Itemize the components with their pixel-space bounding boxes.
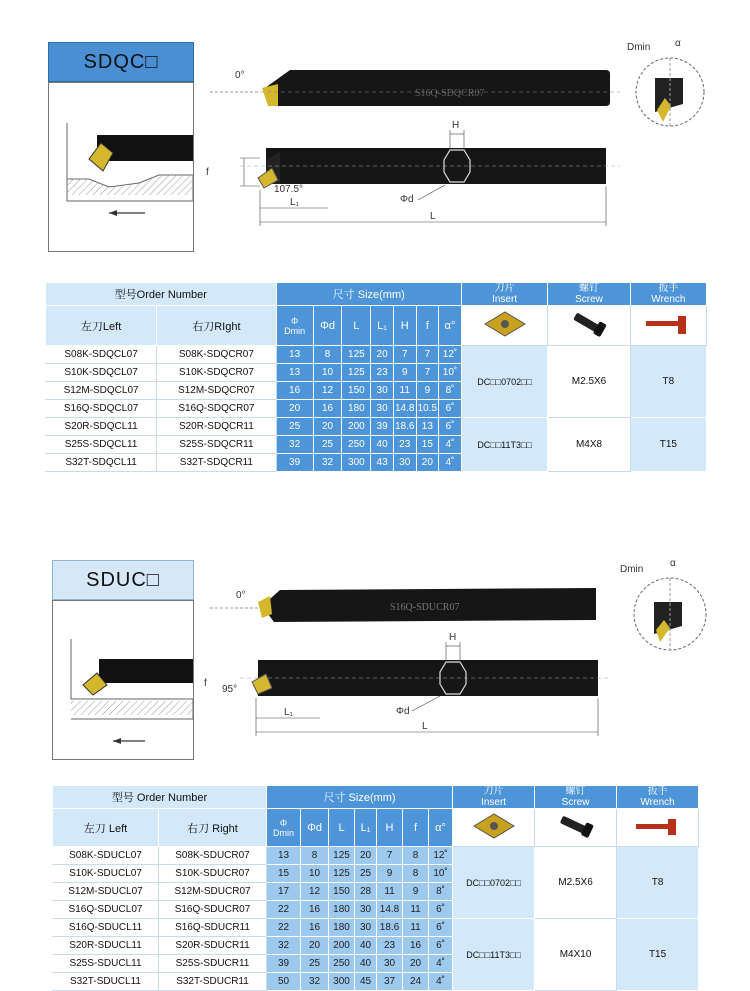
left-model-cell: S32T-SDUCL11 (53, 973, 159, 991)
size-cell: 37 (377, 973, 403, 991)
size-cell: 13 (267, 847, 301, 865)
size-cell: 30 (355, 901, 377, 919)
size-cell: 32 (276, 436, 313, 454)
right-model-cell: S16Q-SDUCR11 (159, 919, 267, 937)
size-cell: 7 (416, 364, 439, 382)
left-model-cell: S32T-SDQCL11 (46, 454, 157, 472)
wrench-cell: T8 (630, 346, 706, 418)
l1-dim-label: L₁ (290, 197, 299, 208)
size-cell: 20 (276, 400, 313, 418)
size-cell: 12 (301, 883, 329, 901)
size-cell: 40 (355, 937, 377, 955)
screw-image (535, 809, 617, 847)
insert-header-cn: 刀片 (483, 786, 504, 797)
table-row (53, 919, 699, 937)
size-cell: 20 (301, 937, 329, 955)
size-cell: 13 (276, 346, 313, 364)
size-cell: 250 (329, 955, 355, 973)
size-cell: 16 (301, 901, 329, 919)
left-model-cell: S20R-SDUCL11 (53, 937, 159, 955)
size-cell: 8˚ (429, 883, 453, 901)
size-cell: 150 (329, 883, 355, 901)
size-cell: 14.8 (377, 901, 403, 919)
size-cell: 12˚ (439, 346, 462, 364)
d-dim-label: Φd (396, 706, 410, 717)
insert-cell: DC□□0702□□ (453, 847, 535, 919)
size-cell: 200 (329, 937, 355, 955)
alpha-label: α (670, 558, 676, 569)
detail-view (625, 38, 715, 138)
left-model-cell: S08K-SDQCL07 (46, 346, 157, 364)
size-cell: 4˚ (439, 436, 462, 454)
size-cell: 12 (313, 382, 342, 400)
size-cell: 6˚ (429, 901, 453, 919)
size-cell: 4˚ (439, 454, 462, 472)
sduc-section (0, 520, 750, 987)
size-cell: 25 (301, 955, 329, 973)
right-model-cell: S32T-SDUCR11 (159, 973, 267, 991)
table-row (53, 847, 699, 865)
table-row (46, 418, 707, 436)
size-cell: 23 (377, 937, 403, 955)
size-cell: 22 (267, 919, 301, 937)
top-angle-label: 0° (236, 590, 246, 601)
size-cell: 18.6 (393, 418, 416, 436)
insert-header (453, 786, 535, 809)
right-header: 右刀RIght (157, 306, 276, 346)
col-dmin: Φ Dmin (267, 809, 301, 847)
size-cell: 39 (267, 955, 301, 973)
size-cell: 30 (371, 382, 394, 400)
screw-cell: M4X10 (535, 919, 617, 991)
col-dmin: Φ Dmin (276, 306, 313, 346)
size-cell: 6˚ (439, 418, 462, 436)
size-cell: 16 (403, 937, 429, 955)
size-cell: 50 (267, 973, 301, 991)
size-cell: 16 (301, 919, 329, 937)
screw-cell: M4X8 (548, 418, 630, 472)
wrench-header-cn: 扳手 (658, 283, 679, 294)
dmin-label: Dmin (627, 42, 651, 53)
wrench-header-en: Wrench (651, 294, 686, 305)
order-number-header: 型号Order Number (46, 283, 277, 306)
col-alpha: α° (429, 809, 453, 847)
size-cell: 22 (267, 901, 301, 919)
screw-icon (573, 313, 607, 338)
order-number-header: 型号 Order Number (53, 786, 267, 809)
size-cell: 16 (276, 382, 313, 400)
insert-image (461, 306, 547, 346)
insert-cell: DC□□11T3□□ (461, 418, 547, 472)
table-row (46, 346, 707, 364)
size-cell: 45 (355, 973, 377, 991)
size-cell: 17 (267, 883, 301, 901)
left-model-cell: S08K-SDUCL07 (53, 847, 159, 865)
size-cell: 25 (276, 418, 313, 436)
size-cell: 32 (301, 973, 329, 991)
right-model-cell: S20R-SDQCR11 (157, 418, 276, 436)
size-cell: 8 (301, 847, 329, 865)
size-cell: 20 (355, 847, 377, 865)
size-cell: 8 (403, 865, 429, 883)
boring-sketch (52, 600, 194, 760)
insert-cell: DC□□0702□□ (461, 346, 547, 418)
wrench-header (617, 786, 699, 809)
size-cell: 14.8 (393, 400, 416, 418)
insert-header-en: Insert (481, 797, 507, 808)
size-cell: 30 (377, 955, 403, 973)
size-cell: 11 (403, 919, 429, 937)
size-cell: 39 (276, 454, 313, 472)
l1-dim-label: L₁ (284, 707, 293, 718)
col-l1: L₁ (371, 306, 394, 346)
dmin-label: Dmin (620, 564, 644, 575)
wrench-cell: T15 (617, 919, 699, 991)
size-cell: 30 (371, 400, 394, 418)
size-cell: 180 (329, 901, 355, 919)
size-cell: 180 (329, 919, 355, 937)
size-cell: 20 (416, 454, 439, 472)
spec-table (45, 282, 707, 472)
right-model-cell: S08K-SDQCR07 (157, 346, 276, 364)
right-model-cell: S16Q-SDQCR07 (157, 400, 276, 418)
col-h: H (393, 306, 416, 346)
size-cell: 24 (403, 973, 429, 991)
col-l: L (342, 306, 371, 346)
size-cell: 250 (342, 436, 371, 454)
size-cell: 180 (342, 400, 371, 418)
size-cell: 18.6 (377, 919, 403, 937)
size-cell: 10˚ (429, 865, 453, 883)
col-l1: L₁ (355, 809, 377, 847)
right-model-cell: S08K-SDUCR07 (159, 847, 267, 865)
h-dim-label: H (452, 120, 460, 131)
tool-marking: S16Q-SDUCR07 (390, 602, 460, 613)
screw-image (548, 306, 630, 346)
size-cell: 8 (403, 847, 429, 865)
right-model-cell: S10K-SDQCR07 (157, 364, 276, 382)
col-alpha: α° (439, 306, 462, 346)
size-cell: 20 (371, 346, 394, 364)
right-model-cell: S10K-SDUCR07 (159, 865, 267, 883)
size-cell: 25 (313, 436, 342, 454)
col-f: f (403, 809, 429, 847)
right-model-cell: S25S-SDQCR11 (157, 436, 276, 454)
size-cell: 32 (313, 454, 342, 472)
section-title: SDQC□ (48, 42, 194, 82)
size-cell: 4˚ (429, 955, 453, 973)
size-cell: 7 (393, 346, 416, 364)
left-header: 左刀 Left (53, 809, 159, 847)
size-cell: 9 (393, 364, 416, 382)
size-cell: 43 (371, 454, 394, 472)
wrench-icon (646, 316, 686, 334)
screw-header-en: Screw (575, 294, 603, 305)
col-d: Φd (313, 306, 342, 346)
size-cell: 25 (355, 865, 377, 883)
tool-marking: S16Q-SDQCR07 (415, 88, 485, 99)
left-model-cell: S25S-SDUCL11 (53, 955, 159, 973)
left-model-cell: S16Q-SDQCL07 (46, 400, 157, 418)
size-cell: 8˚ (439, 382, 462, 400)
size-cell: 39 (371, 418, 394, 436)
size-cell: 8 (313, 346, 342, 364)
size-cell: 6˚ (429, 937, 453, 955)
wrench-image (630, 306, 706, 346)
detail-view (620, 558, 720, 658)
size-cell: 12˚ (429, 847, 453, 865)
size-cell: 9 (377, 865, 403, 883)
size-cell: 32 (267, 937, 301, 955)
left-header: 左刀Left (46, 306, 157, 346)
wrench-header-en: Wrench (640, 797, 675, 808)
size-cell: 125 (329, 847, 355, 865)
spec-table (52, 785, 699, 991)
screw-header (535, 786, 617, 809)
size-cell: 150 (342, 382, 371, 400)
screw-cell: M2.5X6 (535, 847, 617, 919)
f-dim-label: f (204, 678, 207, 689)
right-model-cell: S12M-SDQCR07 (157, 382, 276, 400)
size-cell: 20 (313, 418, 342, 436)
col-d: Φd (301, 809, 329, 847)
size-cell: 11 (377, 883, 403, 901)
f-dim-label: f (206, 167, 209, 178)
size-cell: 200 (342, 418, 371, 436)
size-cell: 4˚ (429, 973, 453, 991)
size-cell: 11 (393, 382, 416, 400)
screw-icon (559, 816, 593, 839)
right-model-cell: S12M-SDUCR07 (159, 883, 267, 901)
size-cell: 13 (416, 418, 439, 436)
insert-header-en: Insert (492, 294, 518, 305)
d-dim-label: Φd (400, 194, 414, 205)
size-cell: 9 (403, 883, 429, 901)
wrench-cell: T15 (630, 418, 706, 472)
screw-cell: M2.5X6 (548, 346, 630, 418)
left-model-cell: S16Q-SDUCL07 (53, 901, 159, 919)
col-h: H (377, 809, 403, 847)
size-cell: 13 (276, 364, 313, 382)
size-cell: 30 (355, 919, 377, 937)
size-cell: 10 (313, 364, 342, 382)
boring-sketch (48, 82, 194, 252)
insert-header (461, 283, 547, 306)
wrench-header (630, 283, 706, 306)
alpha-label: α (675, 38, 681, 49)
size-cell: 28 (355, 883, 377, 901)
left-model-cell: S16Q-SDUCL11 (53, 919, 159, 937)
size-cell: 11 (403, 901, 429, 919)
left-model-cell: S10K-SDUCL07 (53, 865, 159, 883)
screw-header-cn: 螺钉 (565, 786, 586, 797)
size-cell: 30 (393, 454, 416, 472)
size-cell: 10.5 (416, 400, 439, 418)
size-header: 尺寸 Size(mm) (276, 283, 461, 306)
size-cell: 10˚ (439, 364, 462, 382)
size-cell: 16 (313, 400, 342, 418)
size-cell: 6˚ (439, 400, 462, 418)
tool-drawing (200, 40, 620, 230)
col-f: f (416, 306, 439, 346)
right-header: 右刀 Right (159, 809, 267, 847)
h-dim-label: H (449, 632, 457, 643)
left-model-cell: S12M-SDQCL07 (46, 382, 157, 400)
left-model-cell: S25S-SDQCL11 (46, 436, 157, 454)
right-model-cell: S20R-SDUCR11 (159, 937, 267, 955)
size-cell: 300 (342, 454, 371, 472)
size-cell: 20 (403, 955, 429, 973)
screw-header-en: Screw (561, 797, 590, 808)
size-cell: 7 (377, 847, 403, 865)
size-cell: 9 (416, 382, 439, 400)
insert-cell: DC□□11T3□□ (453, 919, 535, 991)
size-cell: 40 (371, 436, 394, 454)
insert-image (453, 809, 535, 847)
screw-header (548, 283, 630, 306)
size-cell: 15 (267, 865, 301, 883)
bottom-angle-label: 95° (222, 684, 238, 695)
section-title: SDUC□ (52, 560, 194, 600)
size-cell: 23 (393, 436, 416, 454)
insert-header-cn: 刀片 (494, 283, 515, 294)
size-cell: 6˚ (429, 919, 453, 937)
size-header: 尺寸 Size(mm) (267, 786, 453, 809)
right-model-cell: S16Q-SDUCR07 (159, 901, 267, 919)
left-model-cell: S20R-SDQCL11 (46, 418, 157, 436)
screw-header-cn: 螺钉 (579, 283, 600, 294)
size-cell: 40 (355, 955, 377, 973)
wrench-icon (636, 819, 676, 835)
size-cell: 125 (342, 346, 371, 364)
size-cell: 125 (329, 865, 355, 883)
size-cell: 10 (301, 865, 329, 883)
l-dim-label: L (430, 211, 436, 222)
left-model-cell: S12M-SDUCL07 (53, 883, 159, 901)
right-model-cell: S32T-SDQCR11 (157, 454, 276, 472)
size-cell: 300 (329, 973, 355, 991)
l-dim-label: L (422, 721, 428, 732)
size-cell: 15 (416, 436, 439, 454)
left-model-cell: S10K-SDQCL07 (46, 364, 157, 382)
size-cell: 23 (371, 364, 394, 382)
bottom-angle-label: 107.5° (274, 184, 304, 195)
wrench-cell: T8 (617, 847, 699, 919)
col-l: L (329, 809, 355, 847)
tool-drawing (200, 578, 610, 748)
wrench-header-cn: 扳手 (647, 786, 668, 797)
size-cell: 7 (416, 346, 439, 364)
top-angle-label: 0° (235, 70, 245, 81)
wrench-image (617, 809, 699, 847)
right-model-cell: S25S-SDUCR11 (159, 955, 267, 973)
size-cell: 125 (342, 364, 371, 382)
